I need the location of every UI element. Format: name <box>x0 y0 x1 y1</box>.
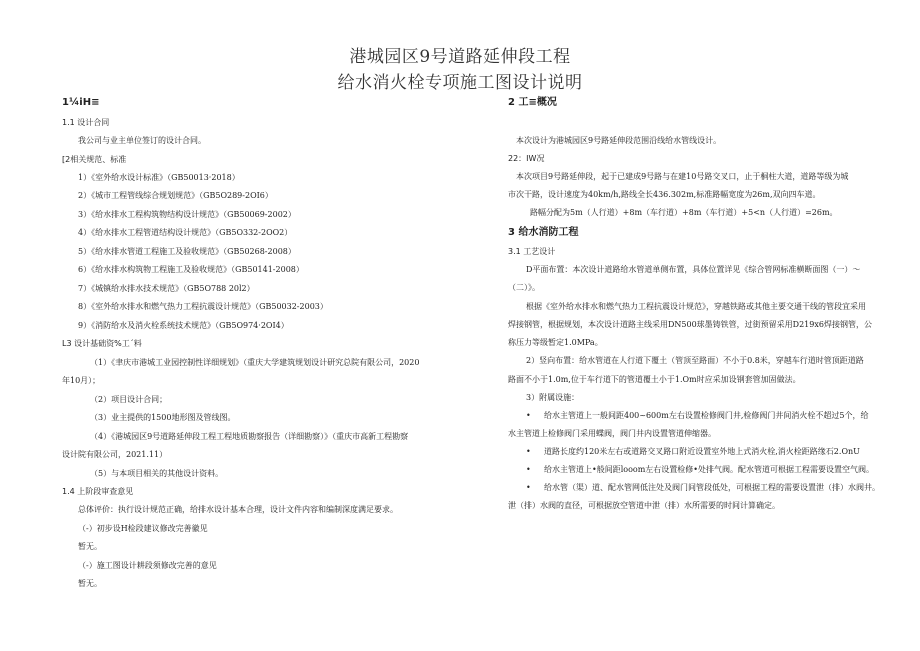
review-b-text: 暂无。 <box>78 579 102 588</box>
basis-item: （4）《港城园区9号道路延伸段工程工程地质勘察报告（详细勘察）》（重庆市高新工程勘察 <box>90 432 409 441</box>
paragraph-cont: 路面不小于1.0m,位于车行道下的管道覆土小于1.Om时应采加设钢套管加固做法。 <box>508 375 801 384</box>
basis-item-cont: 年10月）； <box>62 376 101 385</box>
bullet-item <box>526 483 880 493</box>
bullet-item-cont: 水主管道上检修阀门采用蝶阀，阀门井内设置管道伸缩器。 <box>508 429 716 438</box>
s3-1-heading: 3.1 工艺设计 <box>508 247 556 256</box>
s1-3-heading: L3 设计基础资%工´料 <box>62 339 142 348</box>
basis-item: （1）《聿庆市港城工业园控制性详细规划》（重庆大学建筑规划设计研究总院有限公司，2020 <box>90 358 420 367</box>
standard-item: 3）《给水排水工程构筑物结构设计规范》（GB50069-2002） <box>78 210 296 219</box>
s2-2-text-cont: 路幅分配为5m（人行道）+8m（车行道）+8m（车行道）+5<n（人行道）=26m。 <box>530 208 838 217</box>
basis-item-cont: 设计院有限公司，2021.11） <box>62 450 168 459</box>
bullet-marker: • <box>526 465 531 474</box>
standard-item: 1）《室外给水设计标准》（GB50013·2018） <box>78 173 240 182</box>
s1-1-text: 我公司与业主单位签订的设计合同。 <box>78 136 206 145</box>
s2-2-text: 本次项目9号路延伸段，起于已建成9号路与在建10号路交叉口，止于桐柱大道，道路等级为城 <box>516 172 849 181</box>
basis-item: （3）业主提供的1500地形图及管线图。 <box>90 413 236 422</box>
review-a-text: 暂无。 <box>78 542 102 551</box>
bullet-item <box>526 447 860 457</box>
standard-item: 6）《给水排水构筑物工程施工及验收规范》（GB50141-2008） <box>78 265 304 274</box>
paragraph: 2）竖向布置：给水管道在人行道下覆土（管顶至路面）不小于0.8米，穿越车行道时管顶距道路 <box>526 356 864 365</box>
s2-2-heading: 22：IW况 <box>508 154 545 163</box>
basis-item: （2）项目设计合同； <box>90 395 168 404</box>
paragraph-cont: 称压力等级暂定1.0MPa。 <box>508 338 603 347</box>
right-column <box>460 0 920 651</box>
paragraph: 3）附属设施： <box>526 393 580 402</box>
bullet-text: 给水管（渠）道、配水管网低注处及阀门间管段低处，可根据工程的需要设置泄（排）水阀井。 <box>544 483 880 492</box>
bullet-item <box>526 411 868 421</box>
bullet-item <box>526 465 874 475</box>
standard-item: 4）《给水排水工程管道结构设计规范》（GB5O332-2OO2） <box>78 228 293 237</box>
standard-item: 2）《城市工程管线综合规划规范》（GB5O289-2OI6） <box>78 191 273 200</box>
standard-item: 8）《室外给水排水和燃气热力工程抗震设计规范》（GB50032-2003） <box>78 302 328 311</box>
bullet-text: 给水主管道上•般间距looom左右设置检修•处排气阀。配水管道可根据工程需要设置空气阀。 <box>544 465 875 474</box>
bullet-text: 道路长度约120米左右或道路交叉路口附近设置室外地上式消火栓,消火栓距路缘石2.OnU <box>544 447 860 456</box>
s1-4-heading: 1.4 上阶段审查意见 <box>62 487 134 496</box>
review-a-heading: （-）初步设H检段建议修改完善徽见 <box>78 524 208 533</box>
section2-heading: 2 工≡概况 <box>508 97 557 108</box>
bullet-marker: • <box>526 483 531 492</box>
standard-item: 5）《给水排水管道工程施工及验收规范》（GB50268-2008） <box>78 247 296 256</box>
bullet-text: 给水主管道上一般间距400~600m左右设置检修阀门井,检修阀门井间消火栓不超过5个，给 <box>544 411 869 420</box>
review-b-heading: （-）施工图设计耕段须修改完善的意见 <box>78 561 217 570</box>
section1-heading: 1¼iH≡ <box>62 97 100 108</box>
s2-2-text-cont: 市次干路，设计速度为40km∕h,路线全长436.302m,标准路幅宽度为26m,双向四车道。 <box>508 190 821 199</box>
s1-2-heading: [2相关规范、标准 <box>62 155 127 164</box>
s1-1-heading: 1.1 设计合同 <box>62 118 110 127</box>
bullet-marker: • <box>526 411 531 420</box>
s2-text: 本次设计为港城园区9号路延伸段范围沿线给水管线设计。 <box>516 136 722 145</box>
paragraph: 根据《室外给水排水和燃气热力工程抗震设计规范》，穿越铁路或其他主要交通干线的管段宜采用 <box>526 302 866 311</box>
document-subtitle: 给水消火栓专项施工图设计说明 <box>337 73 583 93</box>
section3-heading: 3 给水消防工程 <box>508 227 579 238</box>
paragraph-cont: （二）》。 <box>508 283 540 292</box>
paragraph-cont: 焊接钢管，根据规划，本次设计道路主线采用DN500球墨铸铁管，过街预留采用D219x6焊接钢管，公 <box>508 320 872 329</box>
bullet-marker: • <box>526 447 531 456</box>
review-text: 总体评价：执行设计规范正确，给排水设计基本合理，设计文件内容和编制深度满足要求。 <box>78 505 398 514</box>
bullet-item-cont: 泄（排）水阀的直径，可根据放空管道中泄（排）水所需要的时间计算确定。 <box>508 501 780 510</box>
standard-item: 7）《城镇给水排水技术规范》（GB5O788 20l2） <box>78 284 255 293</box>
document-title: 港城园区9号道路延伸段工程 <box>349 47 571 67</box>
basis-item: （5）与本项目相关的其他设计资料。 <box>90 469 224 478</box>
standard-item: 9）《消防给水及消火栓系统技术规范》（GB5O974·2OI4） <box>78 321 289 330</box>
paragraph: D平面布置：本次设计道路给水管道单侧布置，具体位置详见《综合管网标准横断面图（一）～ <box>526 265 861 274</box>
